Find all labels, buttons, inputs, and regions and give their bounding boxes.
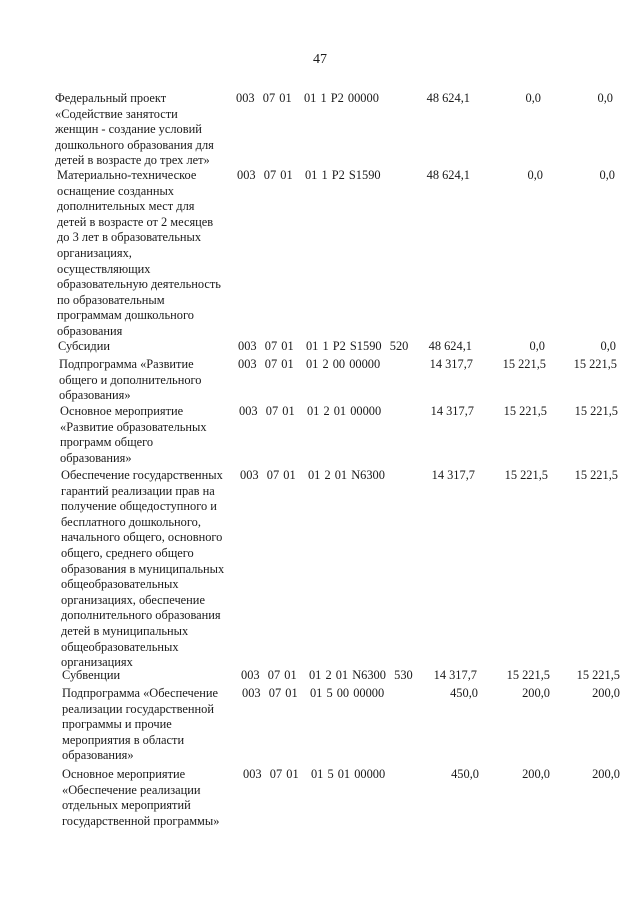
row-value-2025: 15 221,5	[503, 404, 547, 418]
row-value-2024: 450,0	[451, 767, 479, 781]
row-value-2026: 0,0	[599, 168, 615, 182]
row-value-2026: 15 221,5	[573, 357, 617, 371]
row-code: 003 07 01 01 2 01 N6300	[240, 468, 385, 482]
row-value-2024: 14 317,7	[431, 468, 475, 482]
row-code: 003 07 01 01 2 00 00000	[238, 357, 381, 371]
row-value-2024: 14 317,7	[430, 404, 474, 418]
row-name: Обеспечение государственных гарантий реализации прав на получение общедоступного и бесплатного дошкольного, начального общего, основного общего, среднего общего образования в муниципальных общеобразовательных организациях, обеспечение дополнительного образования детей в муниципальных общеобразовательных организациях	[61, 468, 225, 670]
row-value-2024: 450,0	[450, 686, 478, 700]
row-name: Подпрограмма «Развитие общего и дополнительного образования»	[59, 357, 202, 403]
row-value-2025: 0,0	[529, 339, 545, 353]
row-name: Основное мероприятие «Развитие образовательных программ общего образования»	[60, 404, 207, 465]
row-code: 003 07 01 01 2 01 N6300 530	[241, 668, 413, 682]
row-value-2024: 48 624,1	[426, 91, 470, 105]
row-value-2024: 14 317,7	[433, 668, 477, 682]
row-value-2026: 200,0	[592, 686, 620, 700]
row-value-2025: 15 221,5	[504, 468, 548, 482]
row-name: Субвенции	[62, 668, 121, 682]
row-code: 003 07 01 01 1 P2 S1590 520	[238, 339, 409, 353]
row-value-2025: 0,0	[525, 91, 541, 105]
row-value-2026: 15 221,5	[576, 668, 620, 682]
row-name: Федеральный проект «Содействие занятости женщин - создание условий дошкольного образования для детей в возрасте до трех лет»	[55, 91, 214, 168]
row-value-2024: 14 317,7	[429, 357, 473, 371]
row-value-2026: 200,0	[592, 767, 620, 781]
row-code: 003 07 01 01 1 P2 S1590	[237, 168, 381, 182]
row-value-2026: 15 221,5	[574, 404, 618, 418]
row-code: 003 07 01 01 5 00 00000	[242, 686, 385, 700]
row-value-2025: 200,0	[522, 686, 550, 700]
row-value-2026: 0,0	[597, 91, 613, 105]
row-value-2024: 48 624,1	[426, 168, 470, 182]
row-value-2024: 48 624,1	[428, 339, 472, 353]
row-name: Материально-техническое оснащение созданных дополнительных мест для детей в возрасте от 2 месяцев до 3 лет в образовательных организациях, осуществляющих образовательную деятельность по образовательным программам дошкольного образования	[57, 168, 221, 338]
row-value-2025: 15 221,5	[506, 668, 550, 682]
row-code: 003 07 01 01 2 01 00000	[239, 404, 382, 418]
row-value-2025: 200,0	[522, 767, 550, 781]
row-code: 003 07 01 01 5 01 00000	[243, 767, 386, 781]
row-value-2026: 15 221,5	[574, 468, 618, 482]
row-value-2025: 0,0	[527, 168, 543, 182]
row-value-2026: 0,0	[600, 339, 616, 353]
row-code: 003 07 01 01 1 P2 00000	[236, 91, 379, 105]
page-number: 47	[313, 52, 327, 67]
row-name: Субсидии	[58, 339, 110, 353]
row-value-2025: 15 221,5	[502, 357, 546, 371]
row-name: Подпрограмма «Обеспечение реализации государственной программы и прочие мероприятия в области образования»	[62, 686, 218, 763]
row-name: Основное мероприятие «Обеспечение реализации отдельных мероприятий государственной программы»	[62, 767, 220, 828]
